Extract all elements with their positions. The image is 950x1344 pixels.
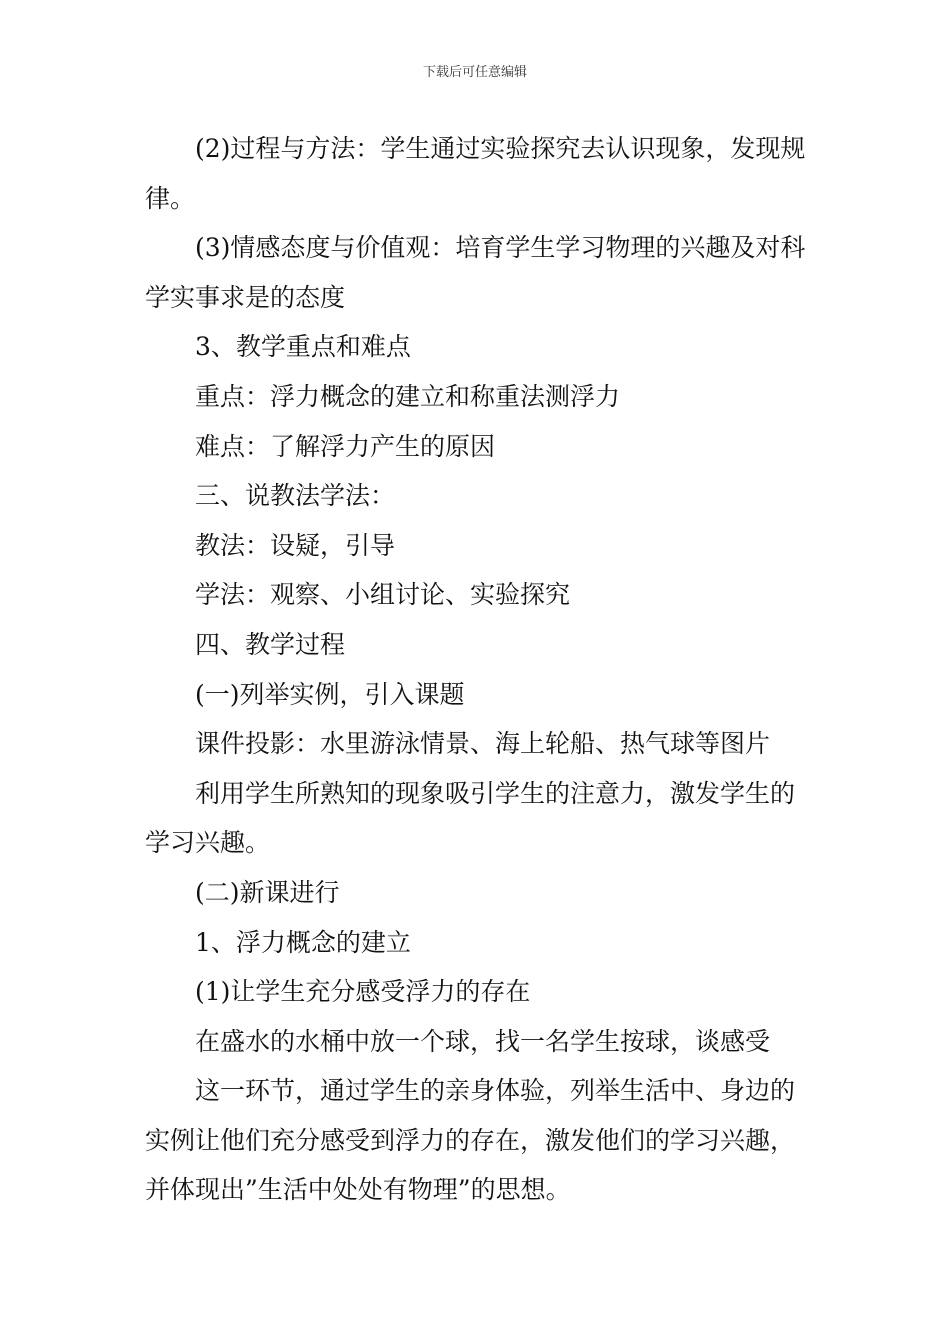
paragraph-ball-experiment: 在盛水的水桶中放一个球，找一名学生按球，谈感受 xyxy=(195,1026,771,1056)
heading-buoyancy-concept: 1、浮力概念的建立 xyxy=(195,927,411,957)
paragraph-attract-attention: 利用学生所熟知的现象吸引学生的注意力，激发学生的学习兴趣。 xyxy=(145,778,796,858)
heading-feel-buoyancy: (1)让学生充分感受浮力的存在 xyxy=(195,977,531,1007)
paragraph-process-method: (2)过程与方法：学生通过实验探究去认识现象，发现规律。 xyxy=(145,134,806,213)
paragraph-experience-summary: 这一环节，通过学生的亲身体验，列举生活中、身边的实例让他们充分感受到浮力的存在，激发他们的学习兴趣，并体现出”生活中处处有物理”的思想。 xyxy=(145,1076,796,1205)
page-header: 下载后可任意编辑 xyxy=(422,65,527,80)
heading-teaching-methods: 三、说教法学法： xyxy=(195,481,396,511)
heading-teaching-process: 四、教学过程 xyxy=(195,629,346,659)
paragraph-courseware-projection: 课件投影：水里游泳情景、海上轮船、热气球等图片 xyxy=(195,729,771,759)
paragraph-teaching-method: 教法：设疑，引导 xyxy=(195,530,396,560)
paragraph-key-point: 重点：浮力概念的建立和称重法测浮力 xyxy=(195,381,621,411)
paragraph-learning-method: 学法：观察、小组讨论、实验探究 xyxy=(195,580,571,610)
paragraph-difficult-point: 难点：了解浮力产生的原因 xyxy=(195,431,496,461)
heading-introduce-topic: (一)列举实例，引入课题 xyxy=(195,679,465,709)
heading-key-difficult-points: 3、教学重点和难点 xyxy=(195,332,411,362)
paragraph-emotion-values: (3)情感态度与价值观：培育学生学习物理的兴趣及对科学实事求是的态度 xyxy=(145,233,806,312)
document-body xyxy=(145,124,810,1215)
heading-new-lesson: (二)新课进行 xyxy=(195,877,340,907)
